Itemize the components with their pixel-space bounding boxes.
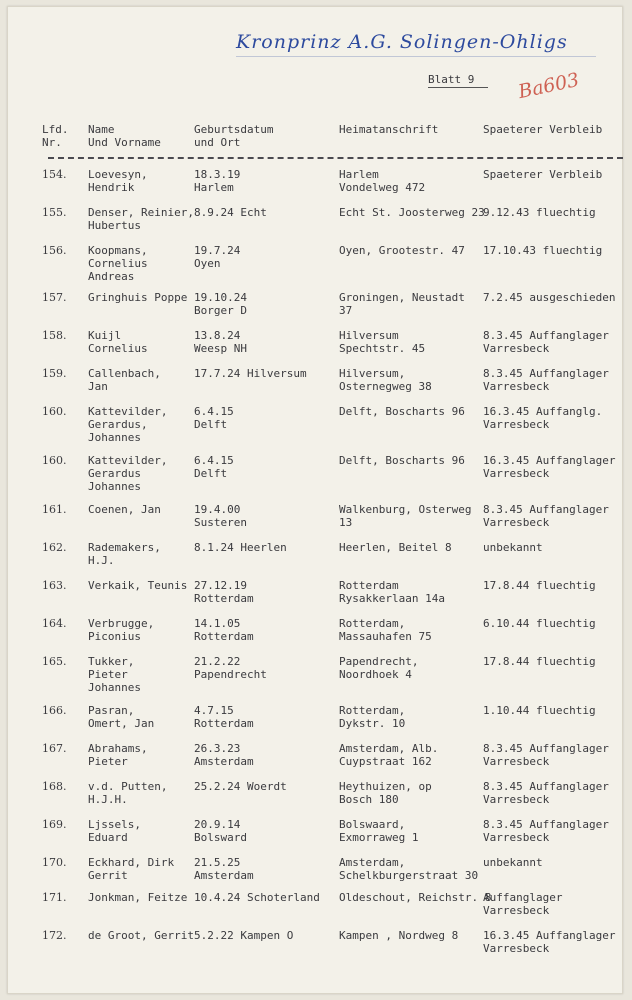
row-address: Papendrecht, Noordhoek 4 bbox=[339, 655, 419, 681]
row-number: 168. bbox=[42, 780, 67, 793]
sheet-underline bbox=[428, 87, 488, 88]
row-whereabouts: 8.3.45 Auffanglager Varresbeck bbox=[483, 818, 609, 844]
row-whereabouts: 6.10.44 fluechtig bbox=[483, 617, 596, 630]
row-address: Rotterdam, Massauhafen 75 bbox=[339, 617, 432, 643]
row-name: v.d. Putten, H.J.H. bbox=[88, 780, 168, 806]
row-birth: 25.2.24 Woerdt bbox=[194, 780, 287, 793]
title-underline bbox=[236, 56, 596, 57]
row-name: Ljssels, Eduard bbox=[88, 818, 141, 844]
row-name: Jonkman, Feitze bbox=[88, 891, 188, 904]
row-name: Pasran, Omert, Jan bbox=[88, 704, 155, 730]
row-whereabouts: Auffanglager Varresbeck bbox=[483, 891, 563, 917]
row-number: 171. bbox=[42, 891, 67, 904]
row-whereabouts: 9.12.43 fluechtig bbox=[483, 206, 596, 219]
row-whereabouts: 8.3.45 Auffanglager Varresbeck bbox=[483, 329, 609, 355]
row-birth: 19.4.00 Susteren bbox=[194, 503, 247, 529]
row-address: Heerlen, Beitel 8 bbox=[339, 541, 452, 554]
row-address: Walkenburg, Osterweg 13 bbox=[339, 503, 472, 529]
row-birth: 18.3.19 Harlem bbox=[194, 168, 241, 194]
sheet-number: Blatt 9 bbox=[428, 73, 475, 86]
row-whereabouts: 8.3.45 Auffanglager Varresbeck bbox=[483, 367, 609, 393]
row-whereabouts: unbekannt bbox=[483, 856, 543, 869]
col-header-birth: Geburtsdatum und Ort bbox=[194, 123, 274, 149]
row-number: 160. bbox=[42, 405, 67, 418]
row-number: 160. bbox=[42, 454, 67, 467]
row-whereabouts: 16.3.45 Auffanglager Varresbeck bbox=[483, 454, 616, 480]
row-birth: 17.7.24 Hilversum bbox=[194, 367, 307, 380]
row-number: 165. bbox=[42, 655, 67, 668]
row-name: Abrahams, Pieter bbox=[88, 742, 148, 768]
row-address: Groningen, Neustadt 37 bbox=[339, 291, 465, 317]
row-name: Koopmans, Cornelius Andreas bbox=[88, 244, 148, 283]
row-address: Rotterdam Rysakkerlaan 14a bbox=[339, 579, 445, 605]
row-number: 169. bbox=[42, 818, 67, 831]
row-number: 167. bbox=[42, 742, 67, 755]
row-birth: 26.3.23 Amsterdam bbox=[194, 742, 254, 768]
row-name: Verbrugge, Piconius bbox=[88, 617, 155, 643]
row-birth: 19.10.24 Borger D bbox=[194, 291, 247, 317]
row-birth: 8.1.24 Heerlen bbox=[194, 541, 287, 554]
row-birth: 6.4.15 Delft bbox=[194, 405, 234, 431]
row-whereabouts: 8.3.45 Auffanglager Varresbeck bbox=[483, 780, 609, 806]
row-address: Kampen , Nordweg 8 bbox=[339, 929, 459, 942]
row-name: Gringhuis Poppe bbox=[88, 291, 188, 304]
row-address: Harlem Vondelweg 472 bbox=[339, 168, 426, 194]
row-name: Loevesyn, Hendrik bbox=[88, 168, 148, 194]
row-birth: 19.7.24 Oyen bbox=[194, 244, 241, 270]
row-whereabouts: 8.3.45 Auffanglager Varresbeck bbox=[483, 742, 609, 768]
row-birth: 21.2.22 Papendrecht bbox=[194, 655, 267, 681]
row-birth: 6.4.15 Delft bbox=[194, 454, 234, 480]
row-number: 170. bbox=[42, 856, 67, 869]
row-birth: 5.2.22 Kampen O bbox=[194, 929, 294, 942]
row-birth: 13.8.24 Weesp NH bbox=[194, 329, 247, 355]
row-number: 157. bbox=[42, 291, 67, 304]
row-address: Delft, Boscharts 96 bbox=[339, 454, 465, 467]
row-number: 156. bbox=[42, 244, 67, 257]
row-address: Hilversum, Osternegweg 38 bbox=[339, 367, 432, 393]
row-number: 164. bbox=[42, 617, 67, 630]
row-name: Rademakers, H.J. bbox=[88, 541, 161, 567]
row-address: Hilversum Spechtstr. 45 bbox=[339, 329, 426, 355]
archive-stamp: Ba603 bbox=[516, 68, 582, 104]
row-number: 155. bbox=[42, 206, 67, 219]
document-page bbox=[7, 6, 623, 994]
row-whereabouts: 1.10.44 fluechtig bbox=[483, 704, 596, 717]
row-whereabouts: 8.3.45 Auffanglager Varresbeck bbox=[483, 503, 609, 529]
row-name: Kuijl Cornelius bbox=[88, 329, 148, 355]
row-name: Eckhard, Dirk Gerrit bbox=[88, 856, 175, 882]
row-address: Echt St. Joosterweg 23 bbox=[339, 206, 485, 219]
col-header-name: Name Und Vorname bbox=[88, 123, 161, 149]
row-whereabouts: 16.3.45 Auffanglager Varresbeck bbox=[483, 929, 616, 955]
row-birth: 27.12.19 Rotterdam bbox=[194, 579, 254, 605]
row-name: Kattevilder, Gerardus Johannes bbox=[88, 454, 168, 493]
row-address: Oldeschout, Reichstr. 8 bbox=[339, 891, 492, 904]
row-whereabouts: 17.8.44 fluechtig bbox=[483, 655, 596, 668]
row-whereabouts: 16.3.45 Auffanglg. Varresbeck bbox=[483, 405, 603, 431]
row-number: 159. bbox=[42, 367, 67, 380]
col-header-nr: Lfd. Nr. bbox=[42, 123, 69, 149]
row-number: 162. bbox=[42, 541, 67, 554]
col-header-address: Heimatanschrift bbox=[339, 123, 439, 136]
row-birth: 10.4.24 Schoterland bbox=[194, 891, 320, 904]
row-number: 161. bbox=[42, 503, 67, 516]
header-divider bbox=[48, 157, 623, 159]
row-whereabouts: 17.8.44 fluechtig bbox=[483, 579, 596, 592]
row-address: Bolswaard, Exmorraweg 1 bbox=[339, 818, 419, 844]
row-name: Verkaik, Teunis bbox=[88, 579, 188, 592]
row-address: Heythuizen, op Bosch 180 bbox=[339, 780, 432, 806]
row-birth: 14.1.05 Rotterdam bbox=[194, 617, 254, 643]
col-header-whereabouts: Spaeterer Verbleib bbox=[483, 123, 603, 136]
row-name: Kattevilder, Gerardus, Johannes bbox=[88, 405, 168, 444]
row-address: Amsterdam, Schelkburgerstraat 30 bbox=[339, 856, 479, 882]
row-birth: 20.9.14 Bolsward bbox=[194, 818, 247, 844]
row-whereabouts: 7.2.45 ausgeschieden bbox=[483, 291, 616, 304]
row-name: de Groot, Gerrit bbox=[88, 929, 194, 942]
row-address: Amsterdam, Alb. Cuypstraat 162 bbox=[339, 742, 439, 768]
row-birth: 4.7.15 Rotterdam bbox=[194, 704, 254, 730]
row-name: Tukker, Pieter Johannes bbox=[88, 655, 141, 694]
row-whereabouts: Spaeterer Verbleib bbox=[483, 168, 603, 181]
row-birth: 21.5.25 Amsterdam bbox=[194, 856, 254, 882]
row-address: Oyen, Grootestr. 47 bbox=[339, 244, 465, 257]
row-address: Delft, Boscharts 96 bbox=[339, 405, 465, 418]
row-number: 158. bbox=[42, 329, 67, 342]
row-birth: 8.9.24 Echt bbox=[194, 206, 267, 219]
row-whereabouts: 17.10.43 fluechtig bbox=[483, 244, 603, 257]
row-name: Coenen, Jan bbox=[88, 503, 161, 516]
row-number: 172. bbox=[42, 929, 67, 942]
row-name: Denser, Reinier, Hubertus bbox=[88, 206, 194, 232]
row-address: Rotterdam, Dykstr. 10 bbox=[339, 704, 406, 730]
row-number: 166. bbox=[42, 704, 67, 717]
row-whereabouts: unbekannt bbox=[483, 541, 543, 554]
row-number: 154. bbox=[42, 168, 67, 181]
row-number: 163. bbox=[42, 579, 67, 592]
row-name: Callenbach, Jan bbox=[88, 367, 161, 393]
handwritten-title: Kronprinz A.G. Solingen-Ohligs bbox=[236, 31, 568, 53]
